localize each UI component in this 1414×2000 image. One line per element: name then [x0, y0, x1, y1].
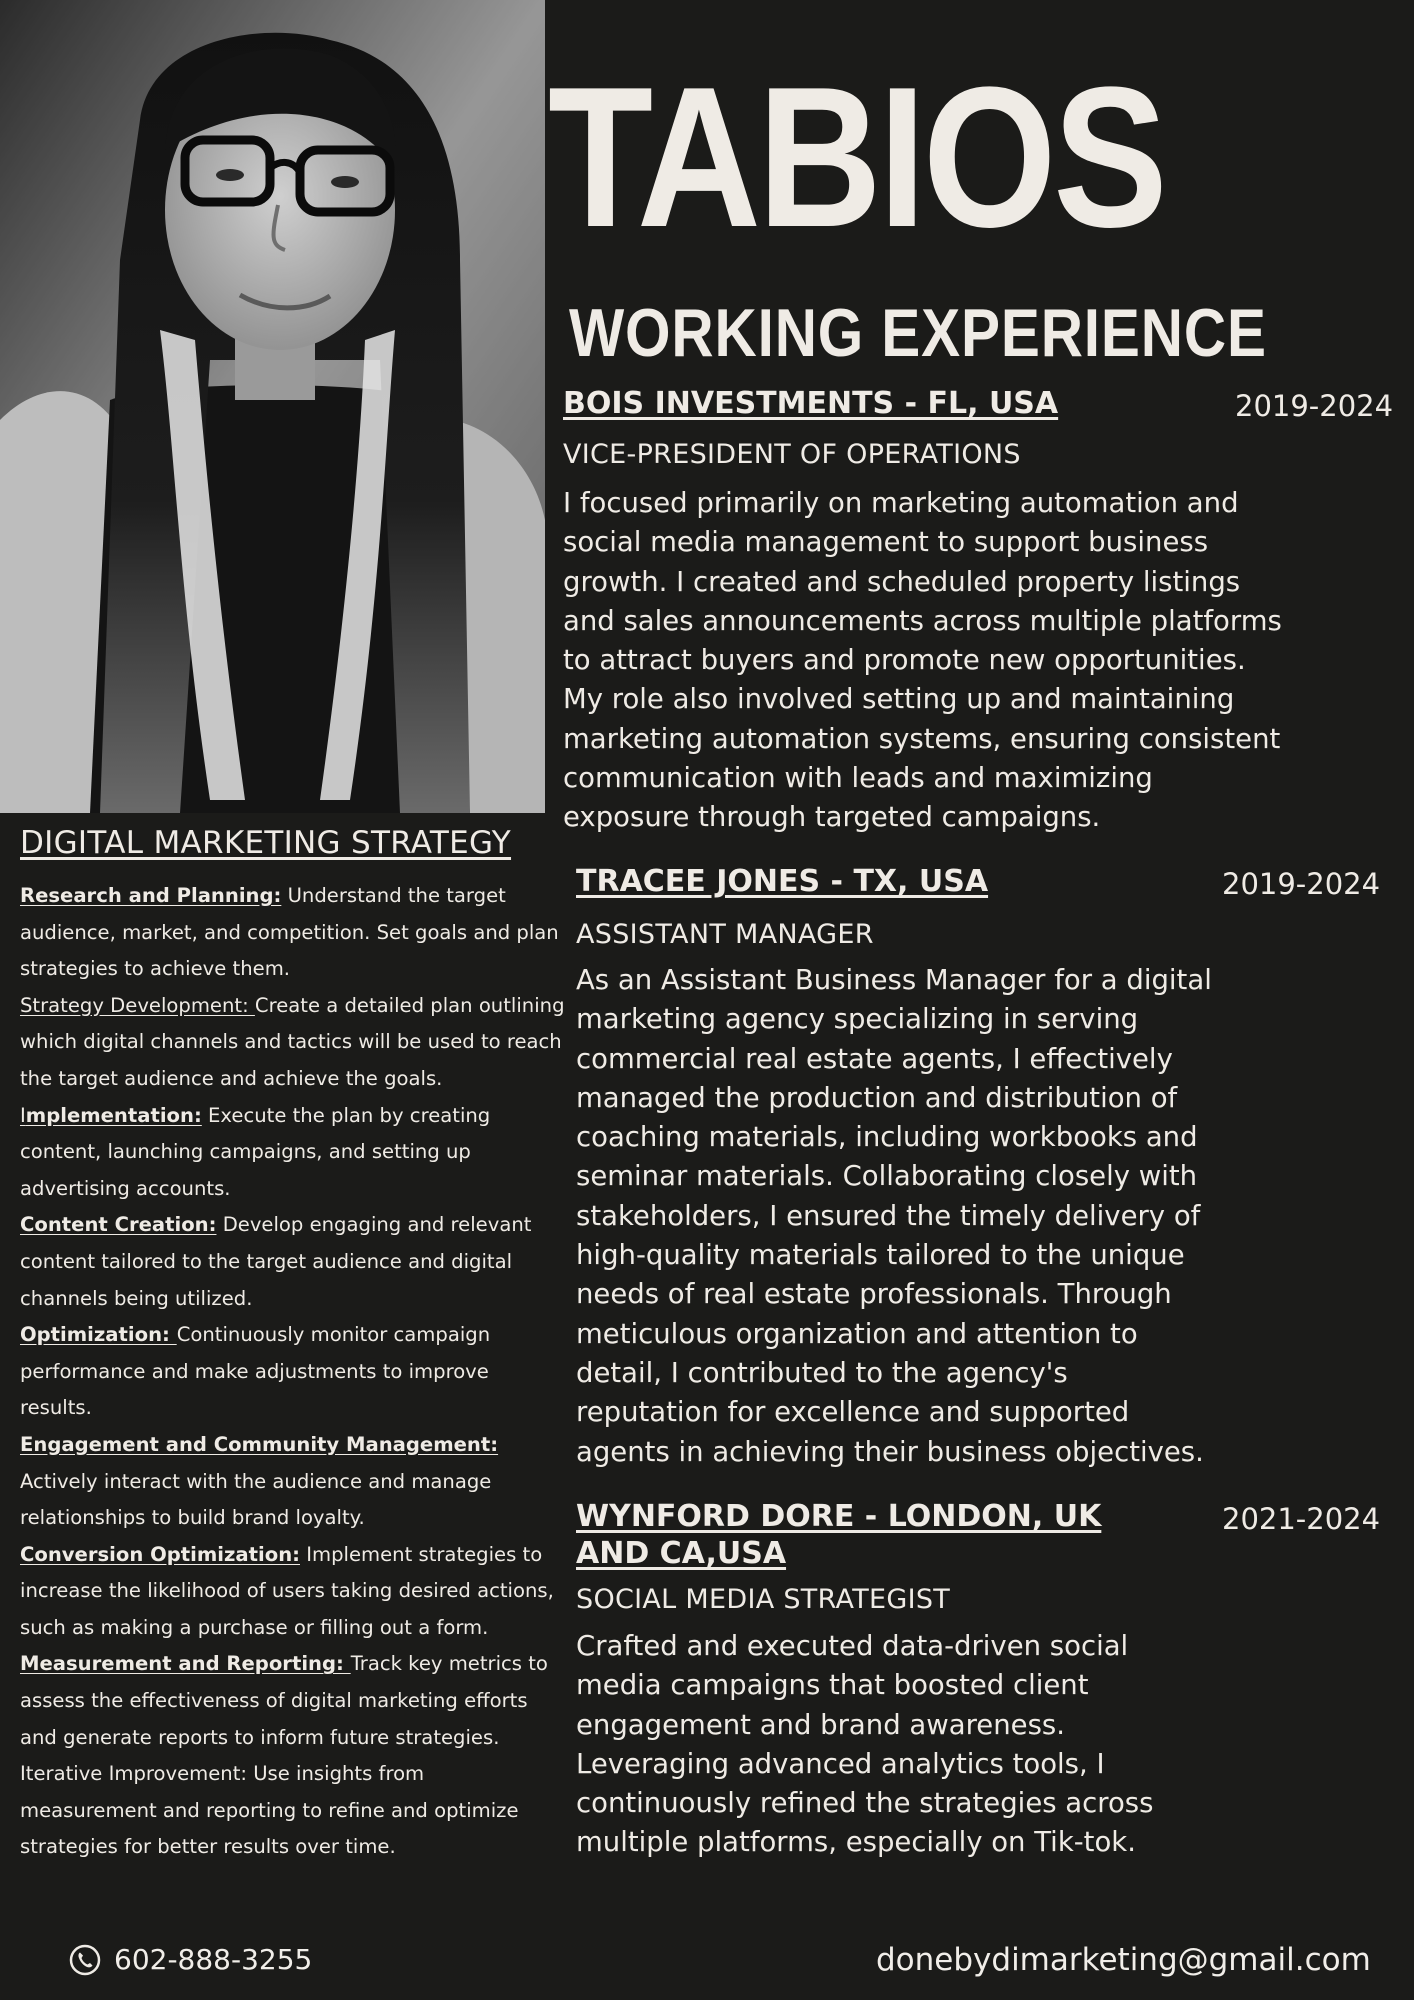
- strategy-item-label: Measurement and Reporting:: [20, 1652, 351, 1676]
- strategy-item: [20, 878, 565, 988]
- portrait-photo: [0, 0, 545, 813]
- strategy-item-text: Track key metrics to assess the effectiveness of digital marketing efforts and generate reports to inform future strategies.: [20, 1652, 548, 1749]
- strategy-item-text: Implement strategies to increase the likelihood of users taking desired actions, such as making a purchase or filling out a form.: [20, 1542, 554, 1639]
- years-1: 2019-2024: [1235, 389, 1394, 423]
- strategy-item-label: Optimization:: [20, 1323, 177, 1347]
- role-1: VICE-PRESIDENT OF OPERATIONS: [563, 439, 1021, 470]
- strategy-item-text: Create a detailed plan outlining which digital channels and tactics will be used to reach the target audience and achieve the goals.: [20, 993, 565, 1090]
- strategy-item-label: Content Creation:: [20, 1213, 217, 1237]
- strategy-item-label: Engagement and Community Management:: [20, 1432, 499, 1456]
- strategy-item: [20, 1537, 565, 1647]
- company-1: BOIS INVESTMENTS - FL, USA: [563, 386, 1059, 421]
- strategy-item: [20, 1756, 565, 1866]
- working-experience-heading: WORKING EXPERIENCE: [569, 295, 1267, 371]
- strategy-item-text: Develop engaging and relevant content tailored to the target audience and digital channels being utilized.: [20, 1213, 532, 1310]
- description-2: As an Assistant Business Manager for a digital marketing agency specializing in serving commercial real estate agents, I effectively managed the production and distribution of coaching materials, including workbooks and seminar materials. Collaborating closely with stakeholders, I ensured the timely delivery of high-quality materials tailored to the unique needs of real estate professionals. Through meticulous organization and attention to detail, I contributed to the agency's reputation for excellence and supported agents in achieving their business objectives.: [576, 964, 1212, 1468]
- phone-icon: [69, 1944, 101, 1976]
- strategy-item-text: Execute the plan by creating content, launching campaigns, and setting up advertising accounts.: [20, 1103, 491, 1200]
- strategy-item-prefix: I: [20, 1103, 26, 1127]
- role-3: SOCIAL MEDIA STRATEGIST: [576, 1584, 951, 1615]
- profile-photo: [0, 0, 545, 813]
- strategy-item: [20, 1098, 565, 1208]
- strategy-item: [20, 1646, 565, 1756]
- years-3: 2021-2024: [1222, 1502, 1381, 1536]
- company-2: TRACEE JONES - TX, USA: [576, 864, 989, 899]
- description-1: I focused primarily on marketing automation and social media management to support business growth. I created and scheduled property listings and sales announcements across multiple platforms to attract buyers and promote new opportunities. My role also involved setting up and maintaining marketing automation systems, ensuring consistent communication with leads and maximizing exposure through targeted campaigns.: [563, 487, 1282, 834]
- strategy-item-text: Actively interact with the audience and manage relationships to build brand loyalty.: [20, 1469, 492, 1530]
- role-2: ASSISTANT MANAGER: [576, 919, 874, 950]
- strategy-item-text: Understand the target audience, market, and competition. Set goals and plan strategies to achieve them.: [20, 884, 559, 981]
- strategy-list: [20, 878, 565, 1866]
- description-3: Crafted and executed data-driven social media campaigns that boosted client engagement and brand awareness. Leveraging advanced analytics tools, I continuously refined the strategies across multiple platforms, especially on Tik-tok.: [576, 1630, 1154, 1859]
- strategy-item-label: mplementation:: [25, 1103, 202, 1127]
- strategy-item: [20, 1317, 565, 1427]
- strategy-item: [20, 1207, 565, 1317]
- company-3: WYNFORD DORE - LONDON, UK AND CA,USA: [576, 1499, 1102, 1571]
- page-title: TABIOS: [548, 46, 1165, 269]
- strategy-item: [20, 988, 565, 1098]
- phone-number: 602-888-3255: [114, 1943, 313, 1976]
- strategy-item-label: Strategy Development:: [20, 993, 255, 1017]
- strategy-item-text: Iterative Improvement: Use insights from measurement and reporting to refine and optimize strategies for better results over time.: [20, 1762, 519, 1859]
- strategy-item-text: Continuously monitor campaign performance and make adjustments to improve results.: [20, 1323, 491, 1420]
- years-2: 2019-2024: [1222, 867, 1381, 901]
- email-address: donebydimarketing@gmail.com: [876, 1942, 1371, 1978]
- strategy-item: [20, 1427, 565, 1537]
- strategy-item-label: Research and Planning:: [20, 884, 282, 907]
- strategy-item-label: Conversion Optimization:: [20, 1542, 300, 1566]
- strategy-heading: DIGITAL MARKETING STRATEGY: [20, 825, 512, 861]
